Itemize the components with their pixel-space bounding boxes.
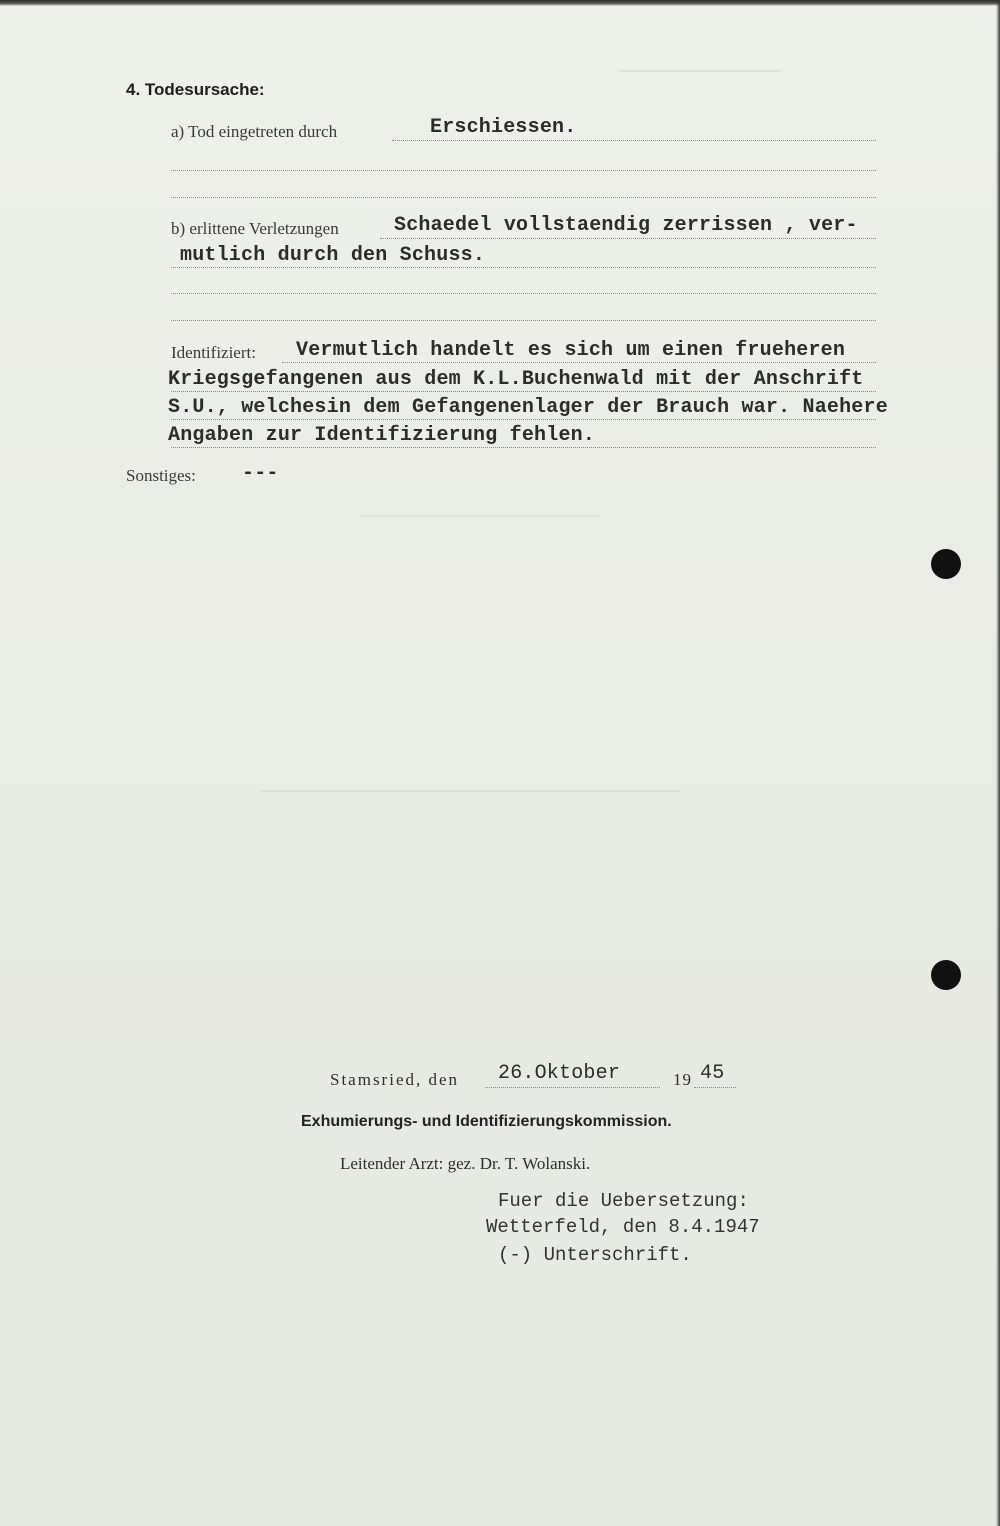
translation-line-3: (-) Unterschrift. <box>498 1244 692 1266</box>
other-value: --- <box>242 462 279 485</box>
other-label: Sonstiges: <box>126 466 196 485</box>
injuries-dotted-line <box>171 267 876 268</box>
year-prefix: 19 <box>673 1070 692 1089</box>
scan-edge-right <box>996 0 1000 1526</box>
identification-dotted-line <box>282 362 876 363</box>
injuries-line-2: mutlich durch den Schuss. <box>180 244 486 267</box>
section-heading: 4. Todesursache: <box>126 80 265 99</box>
cause-dotted-line <box>392 140 876 141</box>
identification-label: Identifiziert: <box>171 343 256 362</box>
blank-dotted-line <box>171 197 876 198</box>
year-suffix: 45 <box>700 1062 725 1085</box>
identification-dotted-line <box>171 391 876 392</box>
identification-line-3: S.U., welchesin dem Gefangenenlager der Brauch war. Naehere <box>168 396 888 419</box>
punch-hole <box>931 549 961 579</box>
show-through-mark <box>620 70 780 72</box>
blank-dotted-line <box>171 170 876 171</box>
punch-hole <box>931 960 961 990</box>
injuries-dotted-line <box>380 238 876 239</box>
date-dotted-line <box>485 1087 660 1088</box>
year-dotted-line <box>694 1087 736 1088</box>
identification-dotted-line <box>171 447 876 448</box>
translation-line-1: Fuer die Uebersetzung: <box>498 1190 749 1212</box>
translation-line-2: Wetterfeld, den 8.4.1947 <box>486 1216 760 1238</box>
commission-name: Exhumierungs- und Identifizierungskommission. <box>301 1113 672 1130</box>
identification-line-1: Vermutlich handelt es sich um einen frueheren <box>296 339 846 362</box>
identification-dotted-line <box>171 419 876 420</box>
cause-label: a) Tod eingetreten durch <box>171 122 338 141</box>
blank-dotted-line <box>171 320 876 321</box>
injuries-label: b) erlittene Verletzungen <box>171 219 339 238</box>
doctor-signature: Leitender Arzt: gez. Dr. T. Wolanski. <box>340 1154 591 1173</box>
show-through-mark <box>360 515 600 517</box>
place-label: Stamsried, den <box>330 1070 460 1089</box>
identification-line-4: Angaben zur Identifizierung fehlen. <box>168 424 596 447</box>
date-value: 26.Oktober <box>498 1062 621 1085</box>
scan-edge-top <box>0 0 1000 6</box>
blank-dotted-line <box>171 293 876 294</box>
identification-line-2: Kriegsgefangenen aus dem K.L.Buchenwald mit der Anschrift <box>168 368 864 391</box>
cause-value: Erschiessen. <box>430 116 577 139</box>
injuries-line-1: Schaedel vollstaendig zerrissen , ver- <box>394 214 858 237</box>
show-through-mark <box>260 790 680 792</box>
